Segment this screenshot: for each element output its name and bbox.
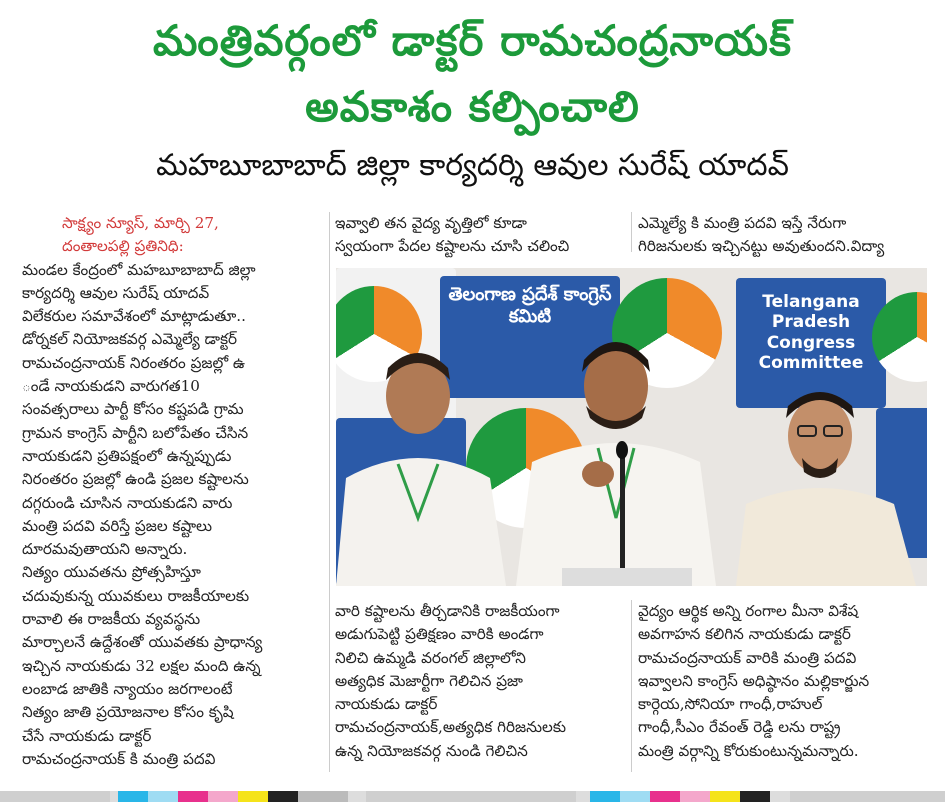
body-line: అవగాహన కలిగిన నాయకుడు డాక్టర్	[638, 625, 851, 644]
body-line: మార్చాలనే ఉద్దేశంతో యువతకు ప్రాధాన్య	[22, 633, 263, 652]
body-line: వారి కష్టాలను తీర్చడానికి రాజకీయంగా	[335, 602, 560, 620]
body-line: రామచంద్రనాయక్,అత్యధిక గిరిజనులకు	[335, 718, 567, 737]
body-line: నాయకుడని ప్రతిపక్షంలో ఉన్నప్పుడు	[22, 446, 232, 465]
headline-line-1: మంత్రివర్గంలో డాక్టర్ రామచంద్రనాయక్	[153, 16, 792, 65]
body-line: అడుగుపెట్టి ప్రతిక్షణం వారికి అండగా	[335, 625, 544, 644]
body-line: నిలిచి ఉమ్మడి వరంగల్ జిల్లాలోని	[335, 648, 526, 667]
body-line: నిరంతరం ప్రజల్లో ఉండి ప్రజల కష్టాలను	[22, 470, 249, 489]
column-divider	[631, 600, 632, 772]
banner-english-line: Telangana	[762, 292, 860, 312]
dateline-line-1: సాక్ష్యం న్యూస్, మార్చి 27,	[62, 214, 219, 232]
body-line: వైద్యం ఆర్థిక అన్ని రంగాల మీనా విశేష	[638, 602, 859, 620]
body-line: రామచంద్రనాయక్ వారికి మంత్రి పదవి	[638, 648, 857, 667]
body-line: చదువుకున్న యువకులు రాజకీయాలకు	[22, 586, 250, 605]
dateline-line-2: దంతాలపల్లి ప్రతినిధి:	[62, 237, 184, 256]
banner-english-line: Committee	[758, 353, 864, 374]
press-meet-photo	[336, 268, 927, 586]
body-line: మంత్రి పదవి వరిస్తే ప్రజల కష్టాలు	[22, 516, 213, 535]
body-line: ఎమ్మెల్యే కి మంత్రి పదవి ఇస్తే నేరుగా	[638, 214, 847, 232]
body-line: ఇవ్వాలని కాంగ్రెస్ అధిష్ఠానం మల్లికార్జున	[638, 671, 870, 690]
body-line: డోర్నకల్ నియోజకవర్గ ఎమ్మెల్యే డాక్టర్	[22, 330, 238, 349]
body-line: కార్గెయ,సోనియా గాంధీ,రాహుల్	[638, 695, 823, 714]
body-line: విలేకరుల సమావేశంలో మాట్లాడుతూ..	[22, 307, 246, 326]
body-line: నిత్యం యువతను ప్రోత్సహిస్తూ	[22, 563, 201, 582]
body-line: నిత్యం జాతి ప్రయోజనాల కోసం కృషి	[22, 703, 234, 722]
body-line: ఇవ్వాలి తన వైద్య వృత్తిలో కూడా	[335, 214, 527, 232]
body-line: చేసే నాయకుడు డాక్టర్	[22, 726, 152, 745]
column-divider	[631, 212, 632, 252]
article-column-3-top	[638, 212, 884, 259]
body-line: రావాలి ఈ రాజకీయ వ్యవస్థను	[22, 610, 201, 629]
body-line: ఇచ్చిన నాయకుడు 32 లక్షల మంది ఉన్న	[22, 656, 261, 675]
body-line: అత్యధిక మెజార్టీగా గెలిచిన ప్రజా	[335, 671, 523, 690]
body-line: దగ్గరుండి చూసిన నాయకుడని వారు	[22, 493, 233, 512]
people-illustration	[336, 268, 927, 586]
body-line: దూరమవుతాయని అన్నారు.	[22, 540, 188, 559]
body-line: లంబాడ జాతికి న్యాయం జరగాలంటే	[22, 679, 233, 698]
body-line: రామచంద్రనాయక్ నిరంతరం ప్రజల్లో ఉ	[22, 353, 246, 372]
article-column-3-bottom	[638, 600, 869, 763]
banner-english-line: Congress	[766, 332, 856, 353]
body-line: సంవత్సరాలు పార్టీ కోసం కష్టపడి గ్రామ	[22, 400, 244, 419]
body-line: కార్యదర్శి ఆవుల సురేష్ యాదవ్	[22, 283, 210, 302]
body-line: మంత్రి వర్గాన్ని కోరుకుంటున్నమన్నారు.	[638, 741, 859, 760]
body-line: గాంధీ,సీఎం రేవంత్ రెడ్డి లను రాష్ట్ర	[638, 718, 841, 737]
body-line: గ్రామన కాంగ్రెస్ పార్టీని బలోపేతం చేసిన	[22, 423, 249, 442]
print-color-strip	[0, 791, 945, 802]
article-column-1	[22, 212, 332, 771]
body-line: ఉన్న నియోజకవర్గ నుండి గెలిచిన	[335, 741, 528, 760]
subheadline: మహబూబాబాద్ జిల్లా కార్యదర్శి ఆవుల సురేష్ యాదవ్	[156, 148, 789, 183]
body-line: ండే నాయకుడని వారుగత10	[22, 377, 200, 396]
body-line: స్వయంగా పేదల కష్టాలను చూసి చలించి	[335, 237, 570, 256]
banner-telugu-text: తెలంగాణ ప్రదేశ్ కాంగ్రెస్ కమిటి	[448, 284, 612, 327]
body-line: మండల కేంద్రంలో మహబూబాబాద్ జిల్లా	[22, 260, 256, 279]
body-line: గిరిజనులకు ఇచ్చినట్టు అవుతుందని.విద్యా	[638, 237, 885, 256]
body-line: రామచంద్రనాయక్ కి మంత్రి పదవి	[22, 749, 216, 768]
article-column-2-top	[335, 212, 569, 259]
article-column-2-bottom	[335, 600, 566, 763]
banner-english-line: Pradesh	[771, 312, 851, 333]
headline-line-2: అవకాశం కల్పించాలి	[305, 82, 640, 131]
body-line: నాయకుడు డాక్టర్	[335, 695, 438, 714]
